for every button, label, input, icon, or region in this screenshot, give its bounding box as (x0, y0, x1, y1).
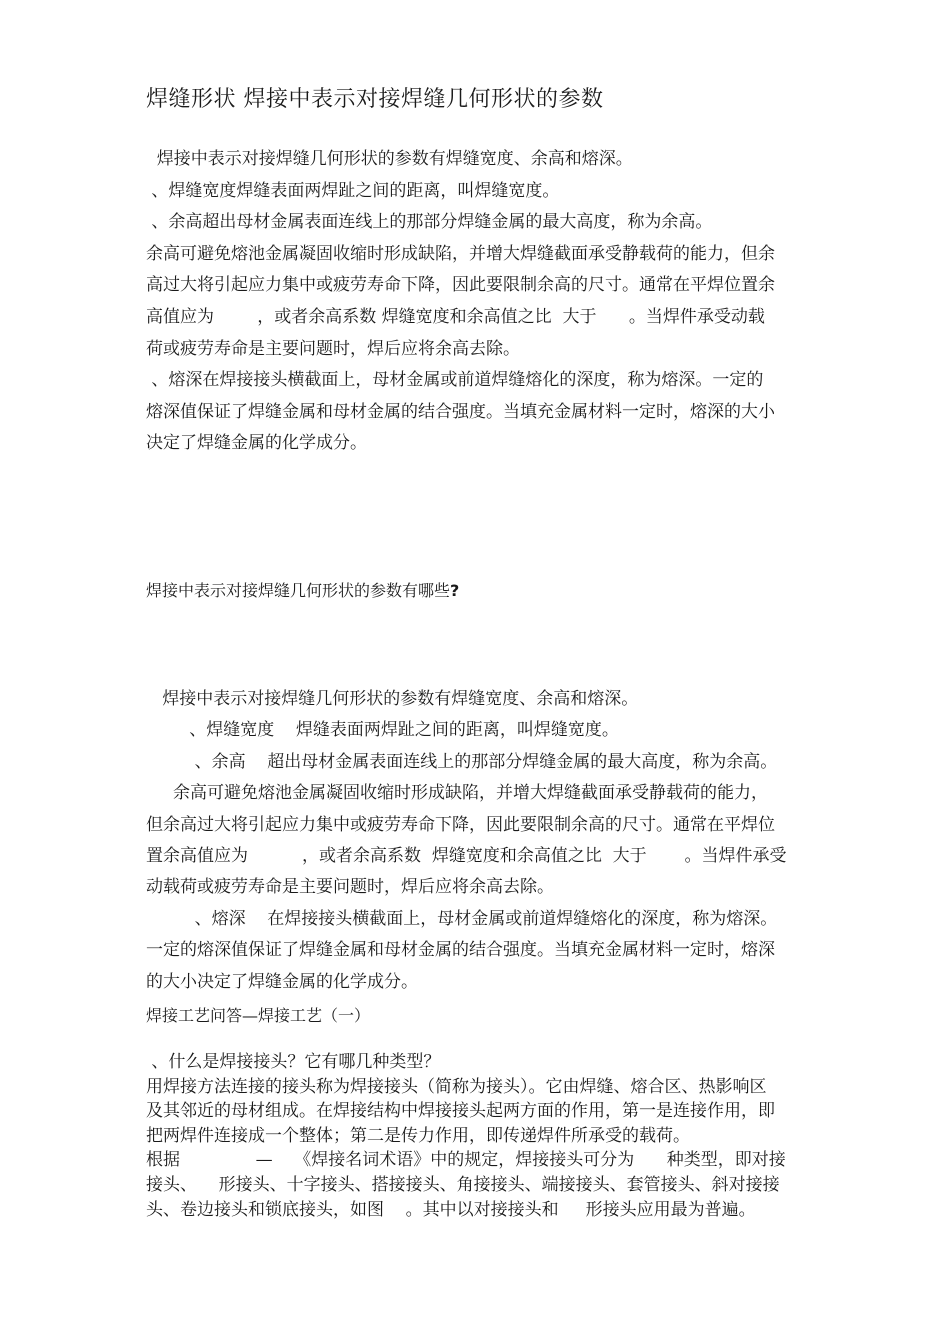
section-heading-question (146, 578, 459, 601)
paragraph-line: 、焊缝宽度 焊缝表面两焊趾之间的距离，叫焊缝宽度。 (146, 720, 619, 741)
paragraph-line: 一定的熔深值保证了焊缝金属和母材金属的结合强度。当填充金属材料一定时，熔深 (146, 940, 775, 961)
paragraph-line: 、焊缝宽度焊缝表面两焊趾之间的距离，叫焊缝宽度。 (146, 180, 560, 201)
heading-text: 焊接中表示对接焊缝几何形状的参数有哪些 (146, 581, 451, 600)
paragraph-line: 但余高过大将引起应力集中或疲劳寿命下降，因此要限制余高的尺寸。通常在平焊位 (146, 814, 775, 835)
paragraph-line: 、什么是焊接接头？它有哪几种类型？ (146, 1052, 441, 1072)
section-welding-joint (146, 1050, 852, 1222)
paragraph-line: 高值应为 ，或者余高系数 焊缝宽度和余高值之比 大于 。当焊件承受动载 (146, 306, 765, 327)
paragraph-line: 置余高值应为 ，或者余高系数 焊缝宽度和余高值之比 大于 。当焊件承受 (146, 846, 787, 867)
paragraph-line: 、熔深 在焊接接头横截面上，母材金属或前道焊缝熔化的深度，称为熔深。 (146, 908, 778, 929)
paragraph-line: 动载荷或疲劳寿命是主要问题时，焊后应将余高去除。 (146, 877, 554, 898)
paragraph-line: 余高可避免熔池金属凝固收缩时形成缺陷，并增大焊缝截面承受静载荷的能力， (146, 783, 769, 804)
section-weld-shape-parameters (146, 144, 852, 460)
paragraph-line: 根据 — 《焊接名词术语》中的规定，焊接接头可分为 种类型，即对接 (146, 1150, 786, 1171)
paragraph-line: 用焊接方法连接的接头称为焊接接头（简称为接头）。它由焊缝、熔合区、热影响区 (146, 1076, 767, 1097)
paragraph-line: 决定了焊缝金属的化学成分。 (146, 433, 367, 454)
paragraph-line: 焊接中表示对接焊缝几何形状的参数有焊缝宽度、余高和熔深。 (146, 689, 639, 709)
paragraph-line: 余高可避免熔池金属凝固收缩时形成缺陷，并增大焊缝截面承受静载荷的能力，但余 (146, 243, 775, 264)
question-mark: ? (450, 581, 460, 600)
paragraph-line: 及其邻近的母材组成。在焊接结构中焊接接头起两方面的作用，第一是连接作用，即 (146, 1101, 775, 1122)
paragraph-line: 荷或疲劳寿命是主要问题时，焊后应将余高去除。 (146, 338, 520, 359)
section-weld-shape-parameters-repeat (146, 684, 852, 998)
paragraph-line: 的大小决定了焊缝金属的化学成分。 (146, 971, 418, 992)
paragraph-line: 高过大将引起应力集中或疲劳寿命下降，因此要限制余高的尺寸。通常在平焊位置余 (146, 275, 775, 296)
paragraph-line: 把两焊件连接成一个整体；第二是传力作用，即传递焊件所承受的载荷。 (146, 1125, 690, 1146)
paragraph-line: 熔深值保证了焊缝金属和母材金属的结合强度。当填充金属材料一定时，熔深的大小 (146, 401, 775, 422)
paragraph-line: 、余高 超出母材金属表面连线上的那部分焊缝金属的最大高度，称为余高。 (146, 751, 778, 772)
paragraph-line: 头、卷边接头和锁底接头，如图 。其中以对接接头和 形接头应用最为普遍。 (146, 1199, 756, 1220)
document-title: 焊缝形状 焊接中表示对接焊缝几何形状的参数 (146, 87, 604, 112)
paragraph-line: 接头、 形接头、十字接头、搭接接头、角接接头、端接接头、套管接头、斜对接接 (146, 1174, 780, 1195)
paragraph-line: 、熔深在焊接接头横截面上，母材金属或前道焊缝熔化的深度，称为熔深。一定的 (146, 370, 764, 391)
section-heading-welding-qa: 焊接工艺问答—焊接工艺（一） (146, 1006, 371, 1025)
paragraph-line: 焊接中表示对接焊缝几何形状的参数有焊缝宽度、余高和熔深。 (146, 149, 633, 169)
paragraph-line: 、余高超出母材金属表面连线上的那部分焊缝金属的最大高度，称为余高。 (146, 212, 713, 233)
